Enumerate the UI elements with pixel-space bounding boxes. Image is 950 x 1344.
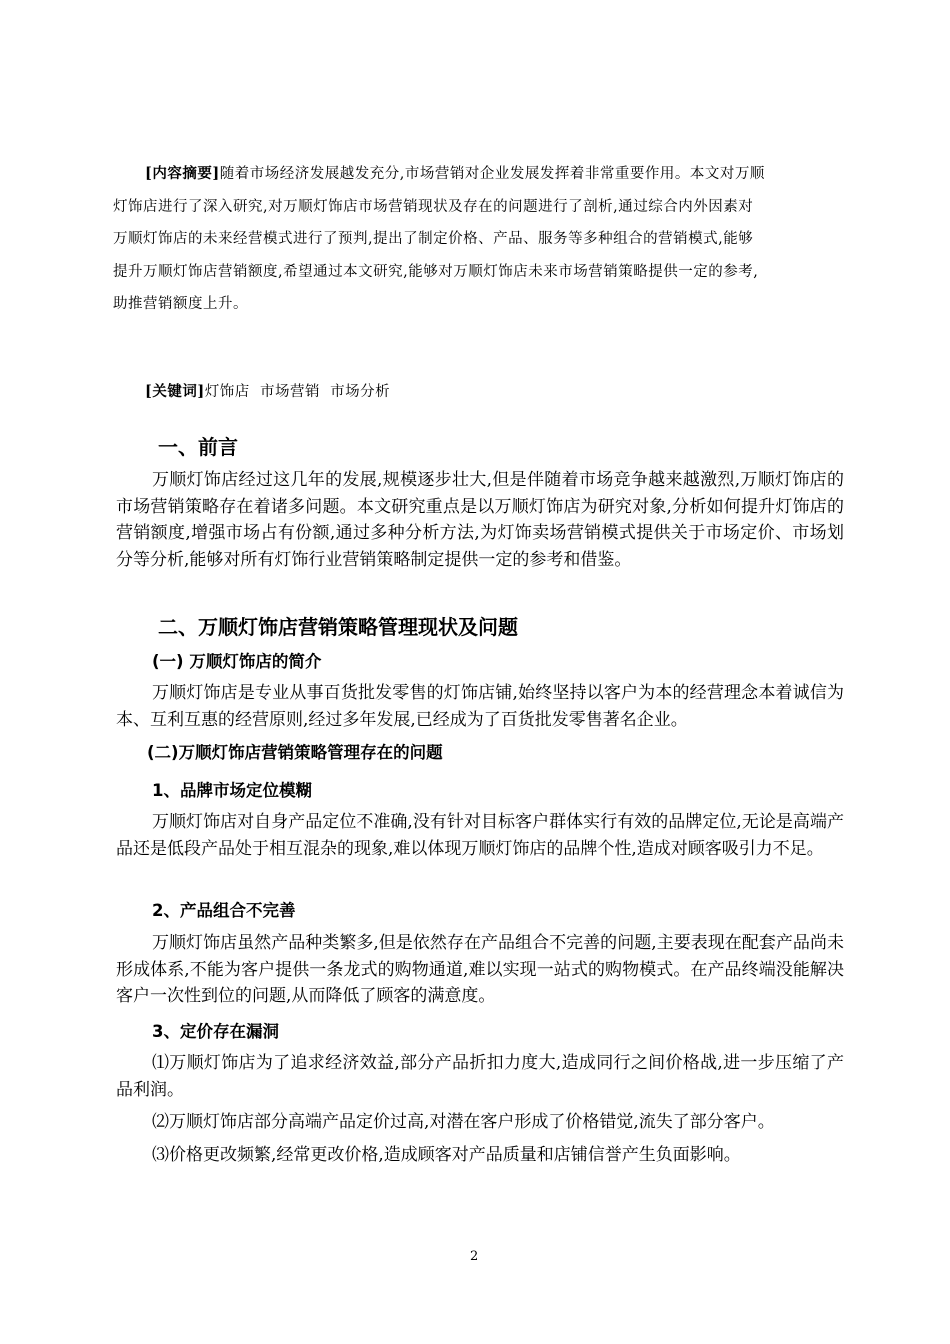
section2-title: 二、万顺灯饰店营销策略管理现状及问题 [158,615,518,639]
abstract [113,158,846,321]
abstract-line-5: 助推营销额度上升。 [113,296,248,312]
abstract-line-3: 万顺灯饰店的未来经营模式进行了预判,提出了制定价格、产品、服务等多种组合的营销模式,能够 [113,231,754,247]
page-number: 2 [470,1249,479,1264]
item2-title: 2、产品组合不完善 [152,901,296,920]
section1-title: 一、前言 [158,435,238,459]
section1-body [116,467,844,573]
keywords-text: 灯饰店 市场营销 市场分析 [204,384,391,400]
item1-body [116,809,844,862]
item2-paragraph: 万顺灯饰店虽然产品种类繁多,但是依然存在产品组合不完善的问题,主要表现在配套产品尚未形成体系,不能为客户提供一条龙式的购物通道,难以实现一站式的购物模式。在产品终端没能解决客户一次性到位的问题,从而降低了顾客的满意度。 [116,933,844,1006]
item3-paragraph-3: ⑶价格更改频繁,经常更改价格,造成顾客对产品质量和店铺信誉产生负面影响。 [152,1144,741,1165]
abstract-line-1: [内容摘要]随着市场经济发展越发充分,市场营销对企业发展发挥着非常重要作用。本文对万顺 [145,165,765,182]
abstract-line-2: 灯饰店进行了深入研究,对万顺灯饰店市场营销现状及存在的问题进行了剖析,通过综合内外因素对 [113,198,754,215]
item1-paragraph: 万顺灯饰店对自身产品定位不准确,没有针对目标客户群体实行有效的品牌定位,无论是高端产品还是低段产品处于相互混杂的现象,难以体现万顺灯饰店的品牌个性,造成对顾客吸引力不足。 [116,812,844,859]
item3-paragraph-2: ⑵万顺灯饰店部分高端产品定价过高,对潜在客户形成了价格错觉,流失了部分客户。 [152,1112,775,1132]
abstract-label: [内容摘要] [145,165,220,182]
subsection1-paragraph: 万顺灯饰店是专业从事百货批发零售的灯饰店铺,始终坚持以客户为本的经营理念本着诚信为本、互利互惠的经营原则,经过多年发展,已经成为了百货批发零售著名企业。 [116,683,844,730]
item3-body [116,1050,844,1168]
item2-body [116,930,844,1010]
item3-paragraph-1: ⑴万顺灯饰店为了追求经济效益,部分产品折扣力度大,造成同行之间价格战,进一步压缩了产品利润。 [116,1053,844,1100]
abstract-line-4: 提升万顺灯饰店营销额度,希望通过本文研究,能够对万顺灯饰店未来市场营销策略提供一定的参考, [113,263,759,280]
item1-title: 1、品牌市场定位模糊 [152,781,312,800]
item3-title: 3、定价存在漏洞 [152,1022,279,1041]
subsection1-body [116,680,844,733]
keywords [145,380,390,404]
subsection1-title: (一) 万顺灯饰店的简介 [152,652,322,671]
subsection2-title: (二)万顺灯饰店营销策略管理存在的问题 [147,743,443,762]
keywords-label: [关键词] [145,383,205,400]
section1-paragraph: 万顺灯饰店经过这几年的发展,规模逐步壮大,但是伴随着市场竞争越来越激烈,万顺灯饰店的市场营销策略存在着诸多问题。本文研究重点是以万顺灯饰店为研究对象,分析如何提升灯饰店的营销额度,增强市场占有份额,通过多种分析方法,为灯饰卖场营销模式提供关于市场定价、市场划分等分析,能够对所有灯饰行业营销策略制定提供一定的参考和借鉴。 [116,470,844,570]
